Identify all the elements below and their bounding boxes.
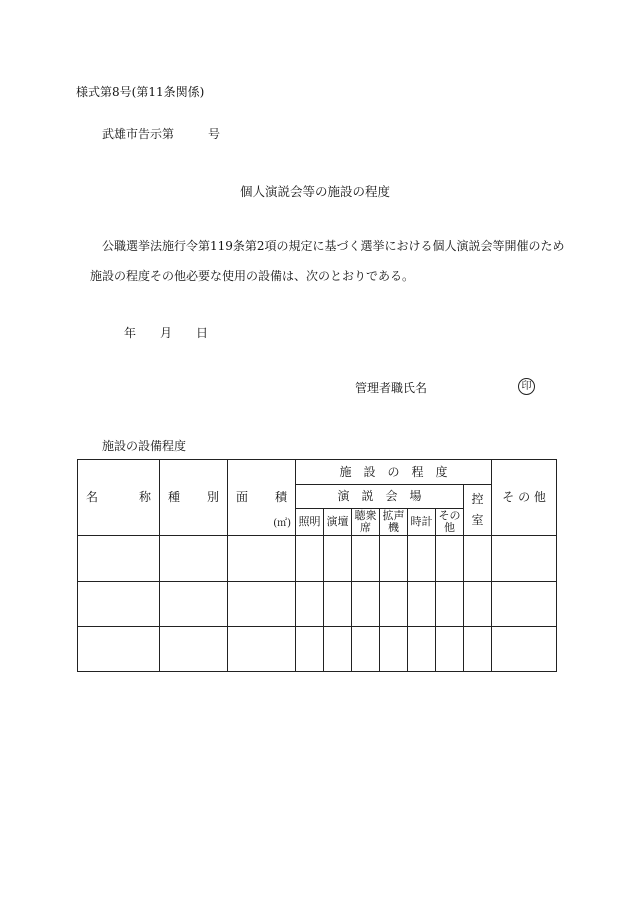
header-type: 種 別 [160, 460, 228, 536]
header-lighting: 照明 [296, 509, 324, 536]
cell-name[interactable] [78, 627, 160, 672]
cell-type[interactable] [160, 627, 228, 672]
cell-other[interactable] [492, 627, 557, 672]
body-text-line-1: 公職選挙法施行令第119条第2項の規定に基づく選挙における個人演説会等開催のため [102, 239, 565, 253]
header-name: 名 称 [78, 460, 160, 536]
cell-audience[interactable] [352, 536, 380, 582]
body-text-line-2: 施設の程度その他必要な使用の設備は、次のとおりである。 [90, 269, 415, 283]
cell-clock[interactable] [408, 582, 436, 627]
cell-lighting[interactable] [296, 582, 324, 627]
cell-loudspeaker[interactable] [380, 627, 408, 672]
cell-area[interactable] [228, 627, 296, 672]
header-podium: 演壇 [324, 509, 352, 536]
document-title: 個人演説会等の施設の程度 [239, 184, 390, 199]
cell-area[interactable] [228, 582, 296, 627]
seal-mark: 印 [518, 378, 535, 395]
header-venue: 演 説 会 場 [296, 485, 464, 509]
header-other: そ の 他 [492, 460, 557, 536]
date-day: 日 [196, 326, 209, 340]
table-caption: 施設の設備程度 [102, 439, 187, 453]
cell-podium[interactable] [324, 536, 352, 582]
header-facility-level: 施 設 の 程 度 [296, 460, 492, 485]
date-line [124, 327, 208, 339]
cell-audience[interactable] [352, 627, 380, 672]
cell-waiting-room[interactable] [464, 627, 492, 672]
header-venue-other: その他 [436, 509, 464, 536]
cell-podium[interactable] [324, 582, 352, 627]
table-row [78, 582, 557, 627]
table-row [78, 627, 557, 672]
cell-clock[interactable] [408, 536, 436, 582]
header-area: 面 積 (㎡) [228, 460, 296, 536]
cell-lighting[interactable] [296, 536, 324, 582]
header-audience: 聴衆席 [352, 509, 380, 536]
table-row [78, 536, 557, 582]
cell-waiting-room[interactable] [464, 582, 492, 627]
cell-venue-other[interactable] [436, 536, 464, 582]
header-clock: 時計 [408, 509, 436, 536]
form-number: 様式第8号(第11条関係) [76, 85, 205, 99]
cell-name[interactable] [78, 582, 160, 627]
cell-lighting[interactable] [296, 627, 324, 672]
notice-number-line [102, 128, 220, 140]
header-waiting-room: 控 室 [464, 485, 492, 536]
area-unit: (㎡) [273, 517, 291, 529]
header-row-1 [78, 460, 557, 485]
date-month: 月 [160, 326, 173, 340]
header-loudspeaker: 拡声機 [380, 509, 408, 536]
cell-type[interactable] [160, 536, 228, 582]
notice-suffix: 号 [208, 127, 221, 141]
cell-podium[interactable] [324, 627, 352, 672]
cell-other[interactable] [492, 536, 557, 582]
notice-prefix: 武雄市告示第 [102, 127, 175, 141]
cell-other[interactable] [492, 582, 557, 627]
cell-audience[interactable] [352, 582, 380, 627]
cell-loudspeaker[interactable] [380, 536, 408, 582]
cell-waiting-room[interactable] [464, 536, 492, 582]
cell-loudspeaker[interactable] [380, 582, 408, 627]
cell-area[interactable] [228, 536, 296, 582]
cell-clock[interactable] [408, 627, 436, 672]
facility-table [77, 459, 557, 672]
manager-name-label: 管理者職氏名 [355, 381, 428, 395]
cell-venue-other[interactable] [436, 582, 464, 627]
cell-type[interactable] [160, 582, 228, 627]
date-year: 年 [124, 326, 137, 340]
cell-venue-other[interactable] [436, 627, 464, 672]
cell-name[interactable] [78, 536, 160, 582]
